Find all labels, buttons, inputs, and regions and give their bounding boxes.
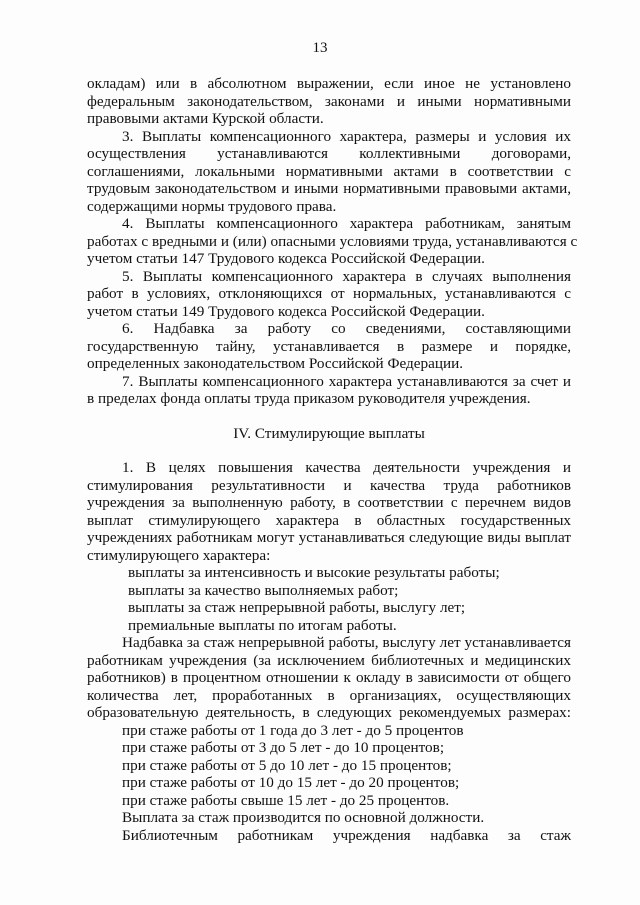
text-line: учреждениях работникам могут устанавливаться следующие виды выплат [87,529,571,546]
list-item: при стаже работы от 1 года до 3 лет - до 5 процентов [122,721,464,739]
text-line: в пределах фонда оплаты труда приказом руководителя учреждения. [87,390,531,407]
list-item: при стаже работы свыше 15 лет - до 25 процентов. [122,791,450,809]
section-heading: IV. Стимулирующие выплаты [233,424,425,442]
text-line: трудовым законодательством и иными нормативными правовыми актами, [87,180,571,197]
text-line: 7. Выплаты компенсационного характера устанавливаются за счет и [122,372,571,390]
text-line: стимулирования результативности и качества труда работников [87,476,571,494]
text-line: 5. Выплаты компенсационного характера в случаях выполнения [122,267,571,285]
text-line: правовыми актами Курской области. [87,110,324,127]
text-line: 4. Выплаты компенсационного характера работникам, занятым [122,215,571,232]
text-line: государственную тайну, устанавливается в размере и порядке, [87,337,571,355]
document-body [87,75,578,844]
text-line: учетом статьи 147 Трудового кодекса Российской Федерации. [87,250,485,267]
list-item: премиальные выплаты по итогам работы. [128,616,397,634]
text-line: Выплата за стаж производится по основной должности. [122,809,485,826]
list-item: при стаже работы от 3 до 5 лет - до 10 процентов; [122,739,445,756]
text-line: осуществления устанавливаются коллективными договорами, [87,145,571,162]
text-line: количества лет, проработанных в организациях, осуществляющих [87,686,571,704]
list-item: выплаты за качество выполняемых работ; [128,581,399,599]
text-line: работникам учреждения (за исключением библиотечных и медицинских [87,651,571,669]
text-line: выплат стимулирующего характера в областных государственных [87,511,571,529]
text-line: 1. В целях повышения качества деятельности учреждения и [122,459,571,476]
text-line: стимулирующего характера: [87,546,271,564]
text-line: образовательную деятельность, в следующих рекомендуемых размерах: [87,704,571,721]
text-line: 6. Надбавка за работу со сведениями, составляющими [122,320,571,337]
text-line: федеральным законодательством, законами и иными нормативными [87,92,571,110]
list-item: при стаже работы от 5 до 10 лет - до 15 процентов; [122,756,452,774]
text-line: работников) в процентном отношении к окладу в зависимости от общего [87,669,571,686]
text-line: учетом статьи 149 Трудового кодекса Российской Федерации. [87,302,485,320]
text-line: содержащими нормы трудового права. [87,197,337,215]
list-item: выплаты за стаж непрерывной работы, выслугу лет; [128,599,466,616]
text-line: соглашениями, локальными нормативными актами в соответствии с [87,162,571,180]
list-item: выплаты за интенсивность и высокие результаты работы; [128,564,500,581]
text-line: 3. Выплаты компенсационного характера, размеры и условия их [122,127,571,145]
text-line: Библиотечным работникам учреждения надбавка за стаж [122,826,571,844]
text-line: окладам) или в абсолютном выражении, если иное не установлено [87,75,571,92]
page-number: 13 [312,40,328,56]
list-item: при стаже работы от 10 до 15 лет - до 20 процентов; [122,774,460,791]
text-line: работ в условиях, отклоняющихся от нормальных, устанавливаются с [87,285,571,302]
text-line: Надбавка за стаж непрерывной работы, выслугу лет устанавливается [122,634,571,651]
text-line: учреждения за выполненную работу, в соответствии с перечнем видов [87,494,571,511]
text-line: определенных законодательством Российской Федерации. [87,355,463,372]
text-line: работах с вредными и (или) опасными условиями труда, устанавливаются с [87,232,578,250]
